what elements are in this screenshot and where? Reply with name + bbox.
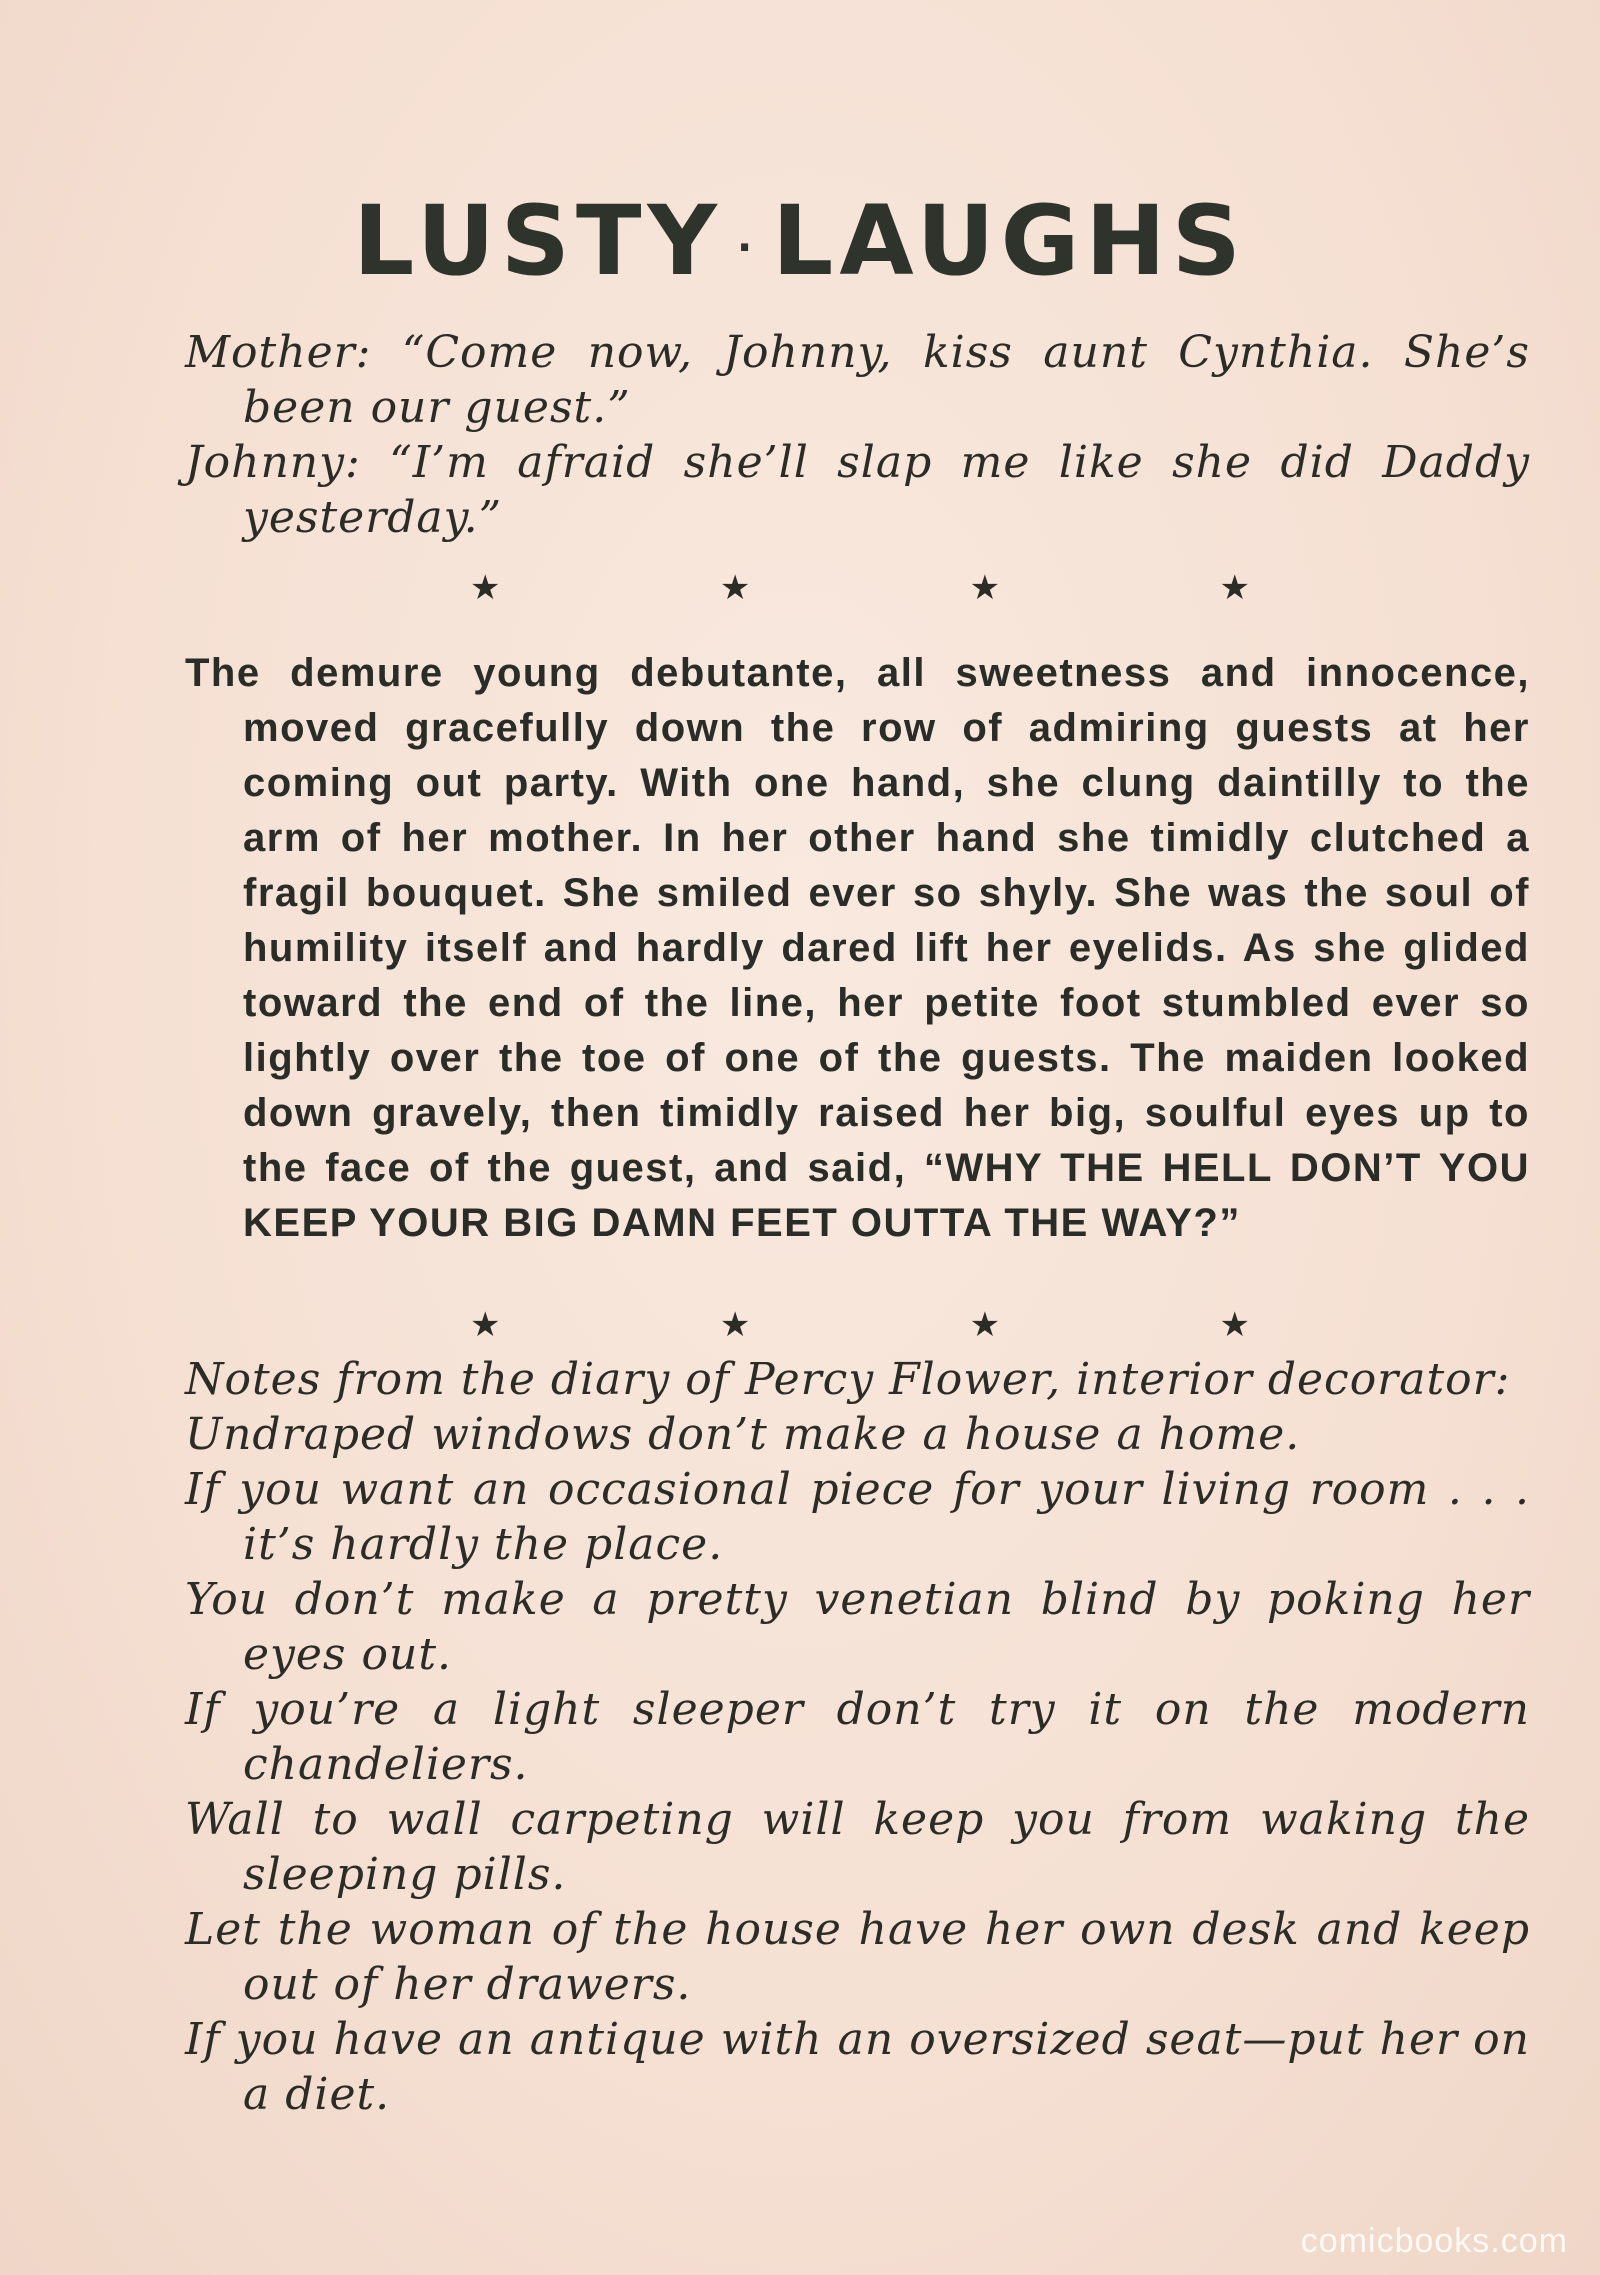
star-icon: ★ xyxy=(1219,1305,1250,1345)
star-icon: ★ xyxy=(470,568,501,608)
page-title xyxy=(0,185,1600,297)
title-word-2: LAUGHS xyxy=(772,185,1247,297)
star-icon: ★ xyxy=(470,1305,501,1345)
joke-mother-johnny xyxy=(185,325,1530,545)
star-icon: ★ xyxy=(1219,568,1250,608)
joke-line-mother: Mother: “Come now, Johnny, kiss aunt Cynthia. She’s been our guest.” xyxy=(185,327,1530,433)
joke-line-johnny: Johnny: “I’m afraid she’ll slap me like she did Daddy yesterday.” xyxy=(185,437,1530,543)
star-icon: ★ xyxy=(969,568,1001,608)
diary-note: If you want an occasional piece for your living room . . . it’s hardly the place. xyxy=(185,1464,1530,1570)
star-divider-1 xyxy=(185,568,1530,608)
debutante-story: The demure young debutante, all sweetness and innocence, moved gracefully down the row of admiring guests at her coming out party. With one hand, she clung daintilly to the arm of her mother. In her other hand she timidly clutched a fragil bouquet. She smiled ever so shyly. She was the soul of humility itself and hardly dared lift her eyelids. As she glided toward the end of the line, her petite foot stumbled ever so lightly over the toe of one of the guests. The maiden looked down gravely, then timidly raised her big, soulful eyes up to the face of the guest, and said, “WHY THE HELL DON’T YOU KEEP YOUR BIG DAMN FEET OUTTA THE WAY?” xyxy=(185,651,1530,1245)
star-icon: ★ xyxy=(719,1305,751,1345)
star-icon: ★ xyxy=(719,568,751,608)
diary-intro: Notes from the diary of Percy Flower, interior decorator: xyxy=(185,1354,1511,1405)
diary-section xyxy=(185,1352,1530,2122)
title-separator: · xyxy=(736,224,759,271)
star-icon: ★ xyxy=(969,1305,1001,1345)
diary-note: If you’re a light sleeper don’t try it on the modern chandeliers. xyxy=(185,1684,1530,1790)
diary-note: You don’t make a pretty venetian blind by poking her eyes out. xyxy=(185,1574,1530,1680)
star-divider-2 xyxy=(185,1305,1530,1345)
diary-note: If you have an antique with an oversized seat—put her on a diet. xyxy=(185,2014,1530,2120)
diary-note: Wall to wall carpeting will keep you from waking the sleeping pills. xyxy=(185,1794,1530,1900)
title-word-1: LUSTY xyxy=(353,185,723,297)
source-watermark: comicbooks.com xyxy=(1300,2222,1568,2260)
diary-note: Undraped windows don’t make a house a home. xyxy=(185,1409,1301,1460)
diary-note: Let the woman of the house have her own desk and keep out of her drawers. xyxy=(185,1904,1530,2010)
joke-debutante xyxy=(185,646,1530,1251)
